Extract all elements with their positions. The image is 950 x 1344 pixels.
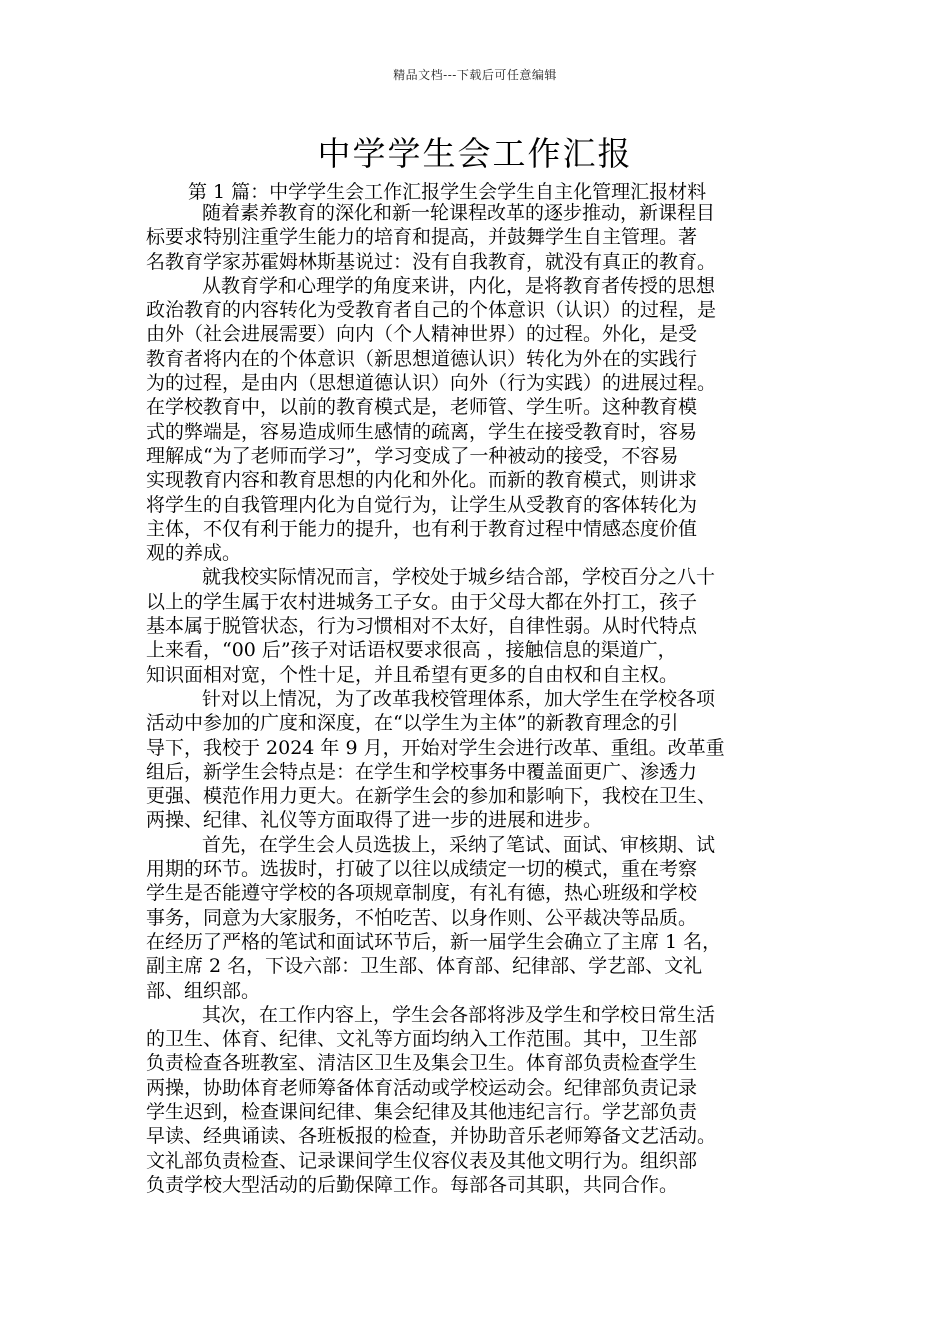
text-line: 为的过程，是由内（思想道德认识）向外（行为实践）的进展过程。 <box>146 372 717 395</box>
body-text <box>146 201 806 1197</box>
text-line: 用期的环节。选拔时，打破了以往以成绩定一切的模式，重在考察 <box>146 858 698 881</box>
text-line: 负责检查各班教室、清洁区卫生及集会卫生。体育部负责检查学生 <box>146 1052 698 1075</box>
text-line: 学生迟到，检查课间纪律、集会纪律及其他违纪言行。学艺部负责 <box>146 1100 698 1123</box>
paragraph-first-line: 其次，在工作内容上，学生会各部将涉及学生和学校日常生活 <box>202 1003 716 1026</box>
text-line: 知识面相对宽，个性十足，并且希望有更多的自由权和自主权。 <box>146 663 679 686</box>
text-line: 将学生的自我管理内化为自觉行为，让学生从受教育的客体转化为 <box>146 493 698 516</box>
text-line: 上来看，“00 后”孩子对话语权要求很高 ，接触信息的渠道广， <box>146 639 677 662</box>
paragraph-first-line: 首先，在学生会人员选拔上，采纳了笔试、面试、审核期、试 <box>202 833 716 856</box>
text-line: 导下，我校于 2024 年 9 月，开始对学生会进行改革、重组。改革重 <box>146 736 725 759</box>
text-line: 名教育学家苏霍姆林斯基说过：没有自我教育，就没有真正的教育。 <box>146 250 717 273</box>
text-line: 负责学校大型活动的后勤保障工作。每部各司其职，共同合作。 <box>146 1173 679 1196</box>
text-line: 学生是否能遵守学校的各项规章制度，有礼有德，热心班级和学校 <box>146 882 698 905</box>
text-line: 式的弊端是，容易造成师生感情的疏离，学生在接受教育时，容易 <box>146 420 698 443</box>
text-line: 事务，同意为大家服务，不怕吃苦、以身作则、公平裁决等品质。 <box>146 906 698 929</box>
text-line: 组后，新学生会特点是：在学生和学校事务中覆盖面更广、渗透力 <box>146 760 698 783</box>
page-title: 中学学生会工作汇报 <box>317 134 633 173</box>
text-line: 观的养成。 <box>146 542 242 565</box>
text-line: 以上的学生属于农村进城务工子女。由于父母大都在外打工，孩子 <box>146 590 698 613</box>
text-line: 文礼部负责检查、记录课间学生仪容仪表及其他文明行为。组织部 <box>146 1149 698 1172</box>
text-line: 在学校教育中，以前的教育模式是，老师管、学生听。这种教育模 <box>146 396 698 419</box>
text-line: 实现教育内容和教育思想的内化和外化。而新的教育模式，则讲求 <box>146 469 698 492</box>
text-line: 两操、纪律、礼仪等方面取得了进一步的进展和进步。 <box>146 809 603 832</box>
text-line: 在经历了严格的笔试和面试环节后，新一届学生会确立了主席 1 名， <box>146 930 722 953</box>
paragraph-first-line: 随着素养教育的深化和新一轮课程改革的逐步推动，新课程目 <box>202 202 716 224</box>
paragraph-first-line: 从教育学和心理学的角度来讲，内化，是将教育者传授的思想 <box>202 274 716 297</box>
paragraph-first-line: 就我校实际情况而言，学校处于城乡结合部，学校百分之八十 <box>202 566 716 589</box>
text-line: 活动中参加的广度和深度，在“以学生为主体”的新教育理念的引 <box>146 712 679 735</box>
header-note: 精品文档---下载后可任意编辑 <box>393 68 557 82</box>
text-line: 更强、模范作用力更大。在新学生会的参加和影响下，我校在卫生、 <box>146 785 717 808</box>
subtitle: 第 1 篇：中学学生会工作汇报学生会学生自主化管理汇报材料 <box>188 181 707 203</box>
text-line: 主体，不仅有利于能力的提升，也有利于教育过程中情感态度价值 <box>146 517 698 540</box>
text-line: 标要求特别注重学生能力的培育和提高，并鼓舞学生自主管理。著 <box>146 226 698 249</box>
text-line: 政治教育的内容转化为受教育者自己的个体意识（认识）的过程，是 <box>146 299 717 322</box>
text-line: 两操，协助体育老师筹备体育活动或学校运动会。纪律部负责记录 <box>146 1076 698 1099</box>
text-line: 教育者将内在的个体意识（新思想道德认识）转化为外在的实践行 <box>146 347 698 370</box>
text-line: 副主席 2 名，下设六部：卫生部、体育部、纪律部、学艺部、文礼 <box>146 955 703 978</box>
text-line: 由外（社会进展需要）向内（个人精神世界）的过程。外化，是受 <box>146 323 698 346</box>
text-line: 的卫生、体育、纪律、文礼等方面均纳入工作范围。其中，卫生部 <box>146 1028 698 1051</box>
text-line: 部、组织部。 <box>146 979 261 1002</box>
text-line: 早读、经典诵读、各班板报的检查，并协助音乐老师筹备文艺活动。 <box>146 1125 717 1148</box>
text-line: 理解成“为了老师而学习”，学习变成了一种被动的接受，不容易 <box>146 444 679 467</box>
text-line: 基本属于脱管状态，行为习惯相对不太好，自律性弱。从时代特点 <box>146 615 698 638</box>
paragraph-first-line: 针对以上情况，为了改革我校管理体系，加大学生在学校各项 <box>202 687 716 710</box>
